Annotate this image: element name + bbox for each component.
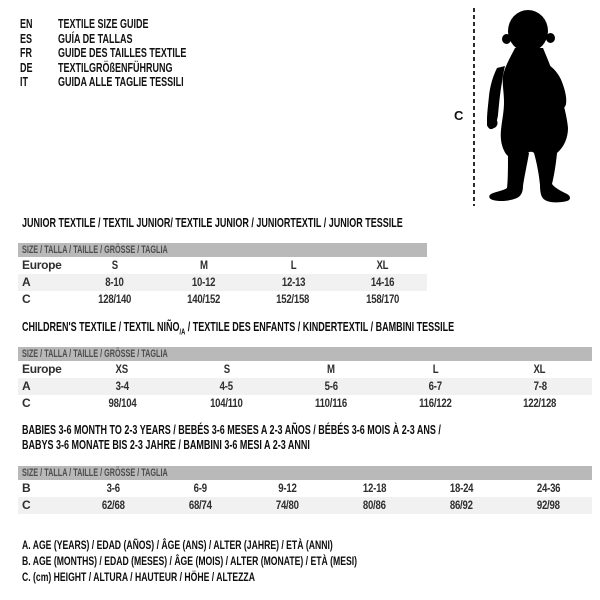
row-label-text: A — [22, 275, 31, 289]
table-row — [18, 257, 427, 274]
cell-value-text: L — [432, 362, 439, 376]
footnote — [22, 537, 487, 553]
cell-value — [488, 361, 592, 378]
cell-value — [505, 497, 592, 514]
cell-value — [505, 480, 592, 497]
cell-value — [279, 395, 383, 412]
size-table-header — [18, 243, 427, 257]
cell-value-text: 18-24 — [449, 481, 474, 495]
row-label-text: C — [22, 396, 31, 410]
cell-value-text: 3-6 — [106, 481, 121, 495]
language-code-text: IT — [20, 75, 28, 90]
table-row — [18, 274, 427, 291]
row-label — [18, 497, 70, 514]
cell-value — [249, 291, 338, 308]
cell-value — [418, 497, 505, 514]
footnote-list — [22, 537, 487, 586]
language-code-text: DE — [20, 60, 33, 75]
footnote — [22, 569, 487, 585]
table-row — [18, 378, 592, 395]
cell-value-text: 80/86 — [363, 498, 386, 512]
cell-value-text: 7-8 — [533, 379, 547, 393]
cell-value-text: 8-10 — [105, 275, 124, 289]
section-title-children — [22, 320, 600, 340]
table-row — [18, 291, 427, 308]
cell-value — [174, 378, 278, 395]
cell-value-text: S — [223, 362, 230, 376]
footnote — [22, 553, 487, 569]
section-title-text — [22, 216, 403, 231]
cell-value-text: 74/80 — [276, 498, 299, 512]
cell-value — [249, 274, 338, 291]
cell-value — [338, 257, 427, 274]
row-label-text: Europe — [22, 258, 62, 272]
cell-value-text: 14-16 — [370, 275, 395, 289]
cell-value — [331, 497, 418, 514]
size-table-babies — [18, 466, 592, 514]
row-label — [18, 395, 70, 412]
size-table-header-text: SIZE / TALLA / TAILLE / GRÖSSE / TAGLIA — [22, 348, 168, 360]
cell-value — [70, 395, 174, 412]
language-code-text: EN — [20, 17, 33, 31]
cell-value-text: 12-18 — [362, 481, 387, 495]
table-row — [18, 395, 592, 412]
section-title-text — [22, 320, 454, 340]
language-row — [20, 17, 236, 32]
row-label — [18, 361, 70, 378]
measure-label-c: C — [454, 108, 464, 123]
cell-value — [338, 291, 427, 308]
section-title-line — [22, 438, 600, 453]
language-code-text: FR — [20, 46, 33, 61]
language-code — [20, 61, 58, 76]
size-table-header — [18, 466, 592, 480]
section-title-text — [22, 438, 310, 453]
section-title-babies — [22, 423, 600, 453]
cell-value — [70, 291, 159, 308]
size-table-children — [18, 347, 592, 412]
cell-value — [157, 480, 244, 497]
section-title-line — [22, 423, 600, 438]
section-title-text — [22, 423, 441, 438]
cell-value — [159, 291, 248, 308]
language-code — [20, 46, 58, 61]
language-label: TEXTILE SIZE GUIDE — [58, 17, 149, 31]
footnote-text: C. (cm) HEIGHT / ALTURA / HAUTEUR / HÖHE / ALTEZZA — [22, 570, 255, 585]
cell-value-text: 5-6 — [324, 379, 338, 393]
language-label: GUIDE DES TAILLES TEXTILE — [58, 46, 187, 61]
cell-value-text: 10-12 — [192, 275, 216, 289]
cell-value-text: 6-7 — [428, 379, 442, 393]
cell-value — [159, 274, 248, 291]
size-table-junior — [18, 243, 427, 308]
cell-value-text: XL — [533, 362, 546, 376]
table-row — [18, 361, 592, 378]
cell-value-text: S — [111, 258, 118, 272]
cell-value-text: 4-5 — [220, 379, 234, 393]
title-segment: / TEXTILE DES ENFANTS / KINDERTEXTIL / BAMBINI TESSILE — [185, 320, 455, 334]
size-table-header-text: SIZE / TALLA / TAILLE / GRÖSSE / TAGLIA — [22, 467, 168, 479]
footnote-text: A. AGE (YEARS) / EDAD (AÑOS) / ÂGE (ANS) / ALTER (JAHRE) / ETÀ (ANNI) — [22, 538, 333, 552]
cell-value — [70, 361, 174, 378]
cell-value — [488, 395, 592, 412]
language-code — [20, 75, 58, 90]
cell-value — [157, 497, 244, 514]
cell-value — [244, 497, 331, 514]
cell-value-text: 128/140 — [98, 292, 132, 306]
cell-value-text: 92/98 — [537, 498, 560, 512]
row-label — [18, 291, 70, 308]
size-table-header-text: SIZE / TALLA / TAILLE / GRÖSSE / TAGLIA — [22, 244, 168, 256]
cell-value-text: 3-4 — [115, 379, 129, 393]
language-code-text: ES — [20, 31, 33, 46]
cell-value — [249, 257, 338, 274]
cell-value — [70, 378, 174, 395]
cell-value — [70, 274, 159, 291]
cell-value — [331, 480, 418, 497]
cell-value-text: M — [199, 258, 208, 272]
baby-silhouette-image — [487, 8, 579, 207]
language-row — [20, 61, 236, 76]
title-segment: BABYS 3-6 MONATE BIS 2-3 JAHRE / BAMBINI 3-6 MESI A 2-3 ANNI — [22, 438, 310, 452]
cell-value — [383, 378, 487, 395]
cell-value — [70, 257, 159, 274]
cell-value — [488, 378, 592, 395]
cell-value — [418, 480, 505, 497]
cell-value-text: 116/122 — [419, 396, 452, 410]
row-label — [18, 480, 70, 497]
row-label-text: Europe — [22, 362, 62, 376]
cell-value-text: 152/158 — [276, 292, 310, 306]
cell-value-text: 68/74 — [189, 498, 212, 512]
cell-value-text: L — [290, 258, 296, 272]
cell-value-text: 12-13 — [281, 275, 305, 289]
cell-value — [70, 480, 157, 497]
cell-value-text: XL — [376, 258, 389, 272]
cell-value-text: M — [327, 362, 335, 376]
row-label-text: A — [22, 379, 31, 393]
language-list — [20, 17, 236, 90]
cell-value-text: 122/128 — [523, 396, 557, 410]
language-label: GUIDA ALLE TAGLIE TESSILI — [58, 75, 184, 90]
language-code — [20, 32, 58, 47]
cell-value-text: 140/152 — [187, 292, 221, 306]
size-table-header — [18, 347, 592, 361]
cell-value-text: XS — [116, 362, 129, 376]
cell-value-text: 86/92 — [450, 498, 473, 512]
cell-value-text: 98/104 — [108, 396, 137, 410]
cell-value — [174, 361, 278, 378]
row-label-text: C — [22, 292, 31, 306]
footnote-text: B. AGE (MONTHS) / EDAD (MESES) / ÂGE (MOIS) / ALTER (MONATE) / ETÀ (MESI) — [22, 554, 358, 569]
cell-value — [279, 361, 383, 378]
cell-value — [279, 378, 383, 395]
language-label: TEXTILGRÖßENFÜHRUNG — [58, 60, 173, 75]
title-subscript: /A — [179, 327, 186, 337]
section-title-junior — [22, 216, 551, 231]
language-row — [20, 75, 236, 90]
title-segment: JUNIOR TEXTILE / TEXTIL JUNIOR/ TEXTILE JUNIOR / JUNIORTEXTIL / JUNIOR TESSILE — [22, 216, 403, 230]
cell-value-text: 9-12 — [278, 481, 297, 495]
cell-value-text: 104/110 — [210, 396, 243, 410]
row-label-text: B — [22, 481, 31, 495]
language-row — [20, 46, 236, 61]
row-label-text: C — [22, 498, 31, 512]
cell-value — [338, 274, 427, 291]
cell-value — [159, 257, 248, 274]
language-row — [20, 32, 236, 47]
cell-value — [244, 480, 331, 497]
cell-value — [383, 395, 487, 412]
title-segment: BABIES 3-6 MONTH TO 2-3 YEARS / BEBÉS 3-6 MESES A 2-3 AÑOS / BÉBÉS 3-6 MOIS À 2-3 ANS / — [22, 423, 441, 437]
cell-value-text: 6-9 — [193, 481, 208, 495]
cell-value — [70, 497, 157, 514]
table-row — [18, 480, 592, 497]
language-code — [20, 17, 58, 32]
row-label — [18, 274, 70, 291]
height-measure-dashed-line — [473, 8, 475, 206]
language-label: GUÍA DE TALLAS — [58, 31, 133, 46]
section-title-line — [22, 216, 551, 231]
section-title-line — [22, 320, 600, 340]
cell-value-text: 62/68 — [102, 498, 125, 512]
cell-value-text: 110/116 — [315, 396, 347, 410]
row-label — [18, 378, 70, 395]
title-segment: CHILDREN'S TEXTILE / TEXTIL NIÑO — [22, 320, 180, 334]
cell-value-text: 158/170 — [365, 292, 399, 306]
table-row — [18, 497, 592, 514]
row-label — [18, 257, 70, 274]
cell-value — [383, 361, 487, 378]
cell-value — [174, 395, 278, 412]
cell-value-text: 24-36 — [536, 481, 561, 495]
